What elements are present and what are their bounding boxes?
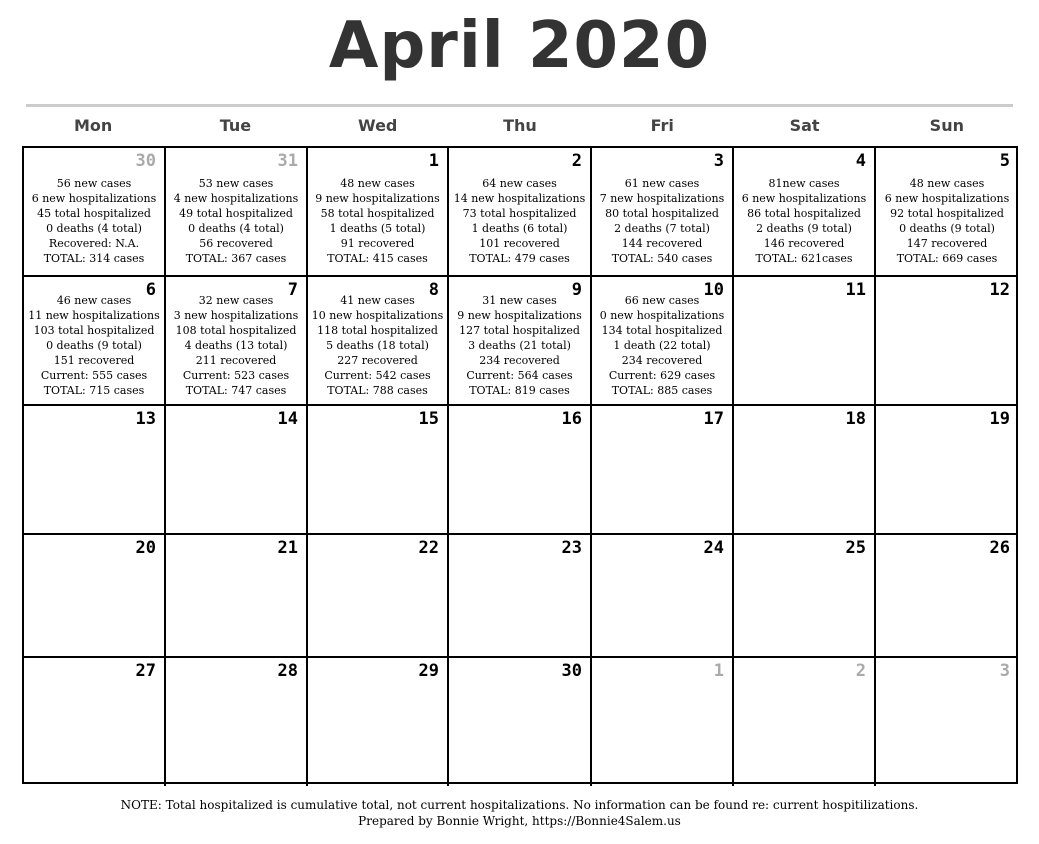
day-cell — [24, 535, 166, 658]
footer-note: NOTE: Total hospitalized is cumulative total, not current hospitalizations. No information can be found re: current hospitilizations. — [120, 798, 919, 812]
day-cell — [166, 148, 308, 277]
day-note-line: 6 new hospitalizations — [884, 192, 1010, 205]
day-note-line: TOTAL: 621cases — [755, 252, 853, 265]
day-note-line: 92 total hospitalized — [890, 207, 1004, 220]
day-cell — [592, 406, 734, 535]
day-note-line: 0 deaths (4 total) — [46, 222, 142, 235]
day-number: 18 — [845, 409, 866, 429]
day-note-line: 58 total hospitalized — [320, 207, 435, 220]
day-note-line: 0 deaths (9 total) — [46, 339, 142, 352]
day-number: 30 — [135, 151, 156, 171]
day-note-line: 32 new cases — [198, 294, 274, 307]
day-number: 1 — [713, 661, 724, 681]
day-cell — [876, 277, 1018, 406]
day-note-line: 147 recovered — [906, 237, 988, 250]
day-number: 4 — [855, 151, 866, 171]
day-note-line: 14 new hospitalizations — [453, 192, 586, 205]
day-cell — [876, 535, 1018, 658]
day-note-line: 73 total hospitalized — [462, 207, 577, 220]
day-note-line: 9 new hospitalizations — [457, 309, 582, 322]
day-notes — [734, 176, 874, 266]
day-note-line: TOTAL: 540 cases — [611, 252, 713, 265]
day-number: 26 — [989, 538, 1010, 558]
day-number: 2 — [855, 661, 866, 681]
day-note-line: 41 new cases — [340, 294, 415, 307]
day-cell — [592, 658, 734, 786]
day-cell — [449, 406, 592, 535]
day-note-line: 49 total hospitalized — [179, 207, 293, 220]
day-note-line: 1 deaths (6 total) — [471, 222, 568, 235]
day-cell — [308, 277, 449, 406]
weekday-header — [22, 114, 1018, 140]
title-divider — [26, 104, 1013, 107]
day-notes — [308, 176, 447, 266]
day-note-line: 81new cases — [768, 177, 840, 190]
day-number: 31 — [277, 151, 298, 171]
day-note-line: 86 total hospitalized — [747, 207, 861, 220]
day-note-line: 80 total hospitalized — [605, 207, 719, 220]
day-number: 23 — [561, 538, 582, 558]
day-note-line: 56 new cases — [56, 177, 132, 190]
day-notes — [592, 293, 732, 398]
day-number: 21 — [277, 538, 298, 558]
day-note-line: 151 recovered — [53, 354, 135, 367]
day-number: 19 — [989, 409, 1010, 429]
day-number: 3 — [999, 661, 1010, 681]
weekday-wed: Wed — [358, 116, 398, 135]
calendar-grid — [22, 146, 1018, 784]
day-note-line: 0 deaths (4 total) — [188, 222, 284, 235]
day-note-line: 4 new hospitalizations — [173, 192, 299, 205]
day-cell — [876, 658, 1018, 786]
day-notes — [166, 293, 306, 398]
day-cell — [308, 658, 449, 786]
day-number: 15 — [418, 409, 439, 429]
weekday-sat: Sat — [789, 116, 820, 135]
day-note-line: 0 deaths (9 total) — [899, 222, 995, 235]
day-cell — [308, 406, 449, 535]
day-cell — [734, 658, 876, 786]
day-cell — [734, 535, 876, 658]
day-note-line: 103 total hospitalized — [33, 324, 155, 337]
day-cell — [166, 535, 308, 658]
day-cell — [308, 148, 449, 277]
day-note-line: TOTAL: 819 cases — [469, 384, 570, 397]
day-note-line: 234 recovered — [621, 354, 703, 367]
day-number: 22 — [418, 538, 439, 558]
day-number: 11 — [845, 280, 866, 300]
day-note-line: 7 new hospitalizations — [599, 192, 725, 205]
day-note-line: Current: 555 cases — [40, 369, 148, 382]
day-note-line: 108 total hospitalized — [175, 324, 297, 337]
day-cell — [166, 277, 308, 406]
day-notes — [24, 176, 164, 266]
day-note-line: 146 recovered — [763, 237, 845, 250]
day-note-line: 101 recovered — [479, 237, 560, 250]
day-note-line: 1 deaths (5 total) — [329, 222, 426, 235]
day-note-line: 45 total hospitalized — [37, 207, 151, 220]
day-note-line: 10 new hospitalizations — [311, 309, 444, 322]
day-notes — [449, 176, 590, 266]
day-cell — [24, 148, 166, 277]
day-number: 28 — [277, 661, 298, 681]
weekday-fri: Fri — [650, 116, 674, 135]
day-number: 5 — [999, 151, 1010, 171]
day-cell — [592, 277, 734, 406]
footer-credit: Prepared by Bonnie Wright, https://Bonnie4Salem.us — [358, 814, 681, 828]
weekday-mon: Mon — [73, 116, 113, 135]
day-cell — [876, 148, 1018, 277]
day-note-line: 2 deaths (9 total) — [756, 222, 852, 235]
day-number: 9 — [571, 280, 582, 300]
day-note-line: TOTAL: 669 cases — [896, 252, 998, 265]
day-number: 7 — [287, 280, 298, 300]
day-notes — [449, 293, 590, 398]
day-note-line: Recovered: N.A. — [48, 237, 140, 250]
day-cell — [734, 406, 876, 535]
day-number: 25 — [845, 538, 866, 558]
day-note-line: Current: 629 cases — [608, 369, 716, 382]
day-note-line: 91 recovered — [340, 237, 415, 250]
day-note-line: TOTAL: 788 cases — [327, 384, 428, 397]
day-cell — [166, 658, 308, 786]
day-cell — [166, 406, 308, 535]
day-note-line: 9 new hospitalizations — [315, 192, 440, 205]
day-cell — [734, 277, 876, 406]
calendar-title: April 2020 — [328, 9, 711, 83]
day-cell — [24, 658, 166, 786]
day-note-line: 134 total hospitalized — [601, 324, 723, 337]
day-note-line: TOTAL: 885 cases — [611, 384, 713, 397]
day-note-line: 56 recovered — [199, 237, 273, 250]
day-note-line: TOTAL: 367 cases — [185, 252, 287, 265]
day-note-line: 48 new cases — [909, 177, 985, 190]
day-note-line: TOTAL: 314 cases — [43, 252, 145, 265]
day-note-line: 144 recovered — [621, 237, 703, 250]
day-note-line: 48 new cases — [340, 177, 415, 190]
day-cell — [308, 535, 449, 658]
day-number: 29 — [418, 661, 439, 681]
day-cell — [449, 658, 592, 786]
day-number: 13 — [135, 409, 156, 429]
day-note-line: 127 total hospitalized — [459, 324, 580, 337]
day-cell — [449, 277, 592, 406]
day-note-line: TOTAL: 415 cases — [327, 252, 428, 265]
day-note-line: 2 deaths (7 total) — [614, 222, 710, 235]
day-note-line: 6 new hospitalizations — [31, 192, 157, 205]
day-cell — [876, 406, 1018, 535]
day-number: 14 — [277, 409, 298, 429]
day-cell — [24, 277, 166, 406]
day-note-line: 4 deaths (13 total) — [184, 339, 288, 352]
day-cell — [449, 535, 592, 658]
day-note-line: 234 recovered — [479, 354, 560, 367]
day-note-line: TOTAL: 747 cases — [185, 384, 287, 397]
day-note-line: 3 deaths (21 total) — [468, 339, 571, 352]
day-note-line: 11 new hospitalizations — [28, 309, 160, 322]
day-note-line: 53 new cases — [198, 177, 274, 190]
day-notes — [24, 293, 164, 398]
day-number: 27 — [135, 661, 156, 681]
day-note-line: TOTAL: 479 cases — [469, 252, 570, 265]
day-cell — [449, 148, 592, 277]
day-number: 2 — [571, 151, 582, 171]
day-note-line: Current: 564 cases — [466, 369, 573, 382]
day-note-line: 61 new cases — [624, 177, 700, 190]
day-notes — [876, 176, 1018, 266]
day-number: 30 — [561, 661, 582, 681]
weekday-thu: Thu — [503, 116, 537, 135]
footer — [0, 797, 1039, 829]
day-note-line: 211 recovered — [195, 354, 277, 367]
day-cell — [734, 148, 876, 277]
day-number: 10 — [703, 280, 724, 300]
day-note-line: Current: 542 cases — [324, 369, 431, 382]
day-cell — [24, 406, 166, 535]
weekday-tue: Tue — [219, 116, 252, 135]
day-note-line: 31 new cases — [482, 294, 557, 307]
day-cell — [592, 148, 734, 277]
day-note-line: 6 new hospitalizations — [741, 192, 867, 205]
day-number: 1 — [428, 151, 439, 171]
day-note-line: Current: 523 cases — [182, 369, 290, 382]
day-notes — [592, 176, 732, 266]
day-note-line: 46 new cases — [56, 294, 132, 307]
day-number: 17 — [703, 409, 724, 429]
day-note-line: 0 new hospitalizations — [599, 309, 725, 322]
day-note-line: 1 death (22 total) — [613, 339, 711, 352]
day-number: 16 — [561, 409, 582, 429]
day-number: 20 — [135, 538, 156, 558]
day-note-line: 3 new hospitalizations — [173, 309, 299, 322]
day-notes — [166, 176, 306, 266]
day-note-line: TOTAL: 715 cases — [43, 384, 145, 397]
day-number: 24 — [703, 538, 724, 558]
day-number: 6 — [145, 280, 156, 300]
day-note-line: 64 new cases — [482, 177, 557, 190]
day-note-line: 227 recovered — [337, 354, 418, 367]
day-notes — [308, 293, 447, 398]
day-number: 8 — [428, 280, 439, 300]
day-cell — [592, 535, 734, 658]
weekday-sun: Sun — [929, 116, 964, 135]
day-note-line: 66 new cases — [624, 294, 700, 307]
day-note-line: 118 total hospitalized — [317, 324, 438, 337]
day-number: 12 — [989, 280, 1010, 300]
day-note-line: 5 deaths (18 total) — [326, 339, 429, 352]
day-number: 3 — [713, 151, 724, 171]
